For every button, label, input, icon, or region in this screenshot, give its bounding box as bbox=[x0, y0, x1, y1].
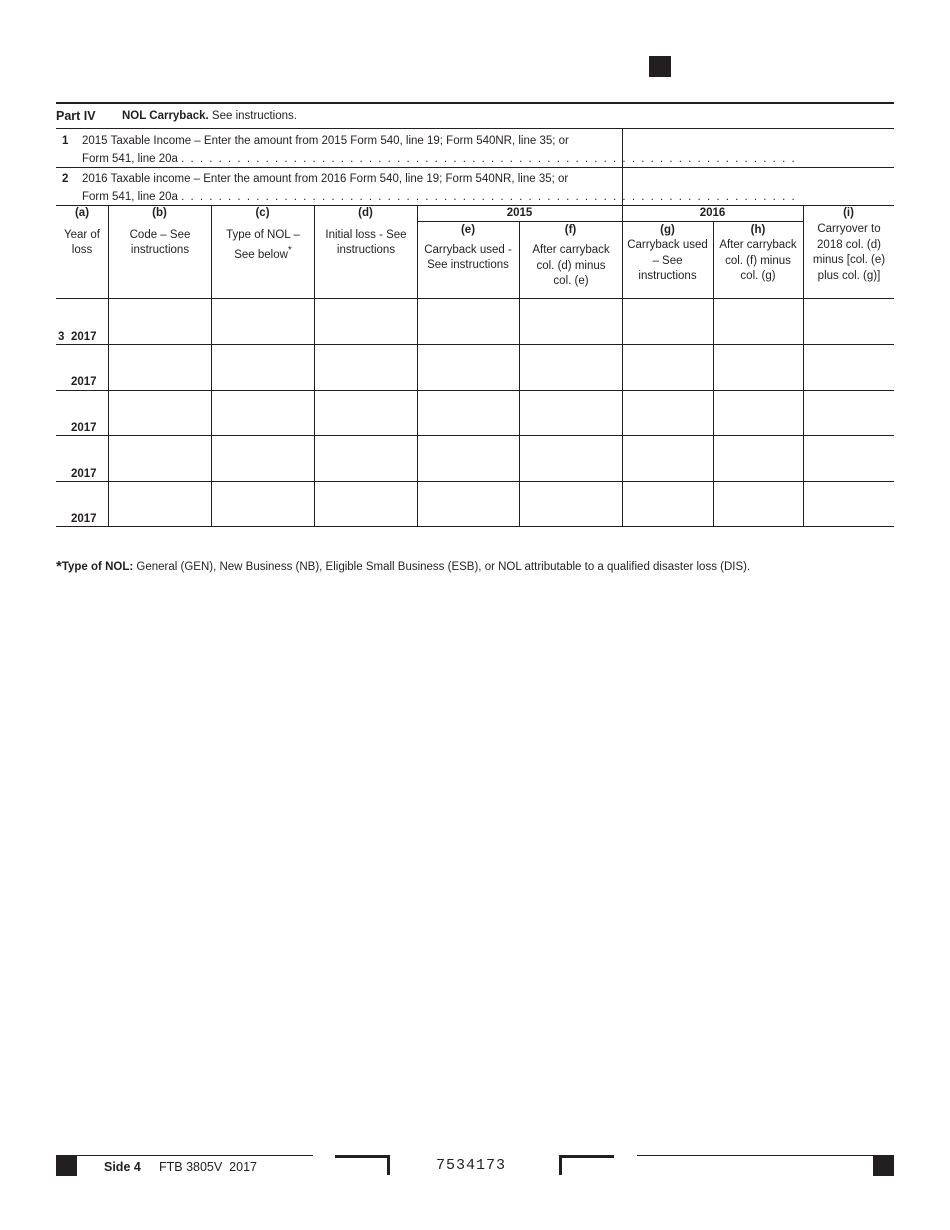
col-a-desc: Year of loss bbox=[63, 229, 101, 256]
registration-mark-bottom-left bbox=[56, 1155, 77, 1176]
col-f-desc: After carryback col. (d) minus col. (e) bbox=[532, 244, 610, 287]
header-bottom-rule bbox=[56, 298, 894, 299]
year-group-rule bbox=[417, 221, 803, 222]
row-rule-5 bbox=[56, 526, 894, 527]
line1-top-rule bbox=[56, 128, 894, 129]
col-divider-hi bbox=[803, 205, 804, 526]
row-4-year: 2017 bbox=[71, 468, 97, 480]
col-c-desc-text: Type of NOL – See below bbox=[226, 229, 300, 261]
part-label: Part IV bbox=[56, 109, 96, 123]
col-g-desc: Carryback used – See instructions bbox=[627, 239, 708, 282]
col-b-desc: Code – See instructions bbox=[129, 229, 191, 256]
col-h-desc: After carryback col. (f) minus col. (g) bbox=[719, 239, 797, 282]
row-2-year: 2017 bbox=[71, 376, 97, 388]
footer-code: 7534173 bbox=[436, 1157, 507, 1174]
footer-form: FTB 3805V 2017 bbox=[159, 1160, 257, 1174]
col-c-asterisk: * bbox=[287, 245, 292, 256]
line2-leader: . . . . . . . . . . . . . . . . . . . . . . . . . . . . . . . . . . . . . . . . . . . . . . . . . . . . . . . . . . . . . . . . . . bbox=[181, 191, 797, 203]
footer-rule-left bbox=[56, 1155, 313, 1156]
line1-number: 1 bbox=[62, 135, 69, 147]
line2-text-2: Form 541, line 20a bbox=[82, 191, 178, 203]
row-rule-3 bbox=[56, 435, 894, 436]
footnote-asterisk: * bbox=[56, 558, 62, 575]
line1-text: 2015 Taxable Income – Enter the amount from 2015 Form 540, line 19; Form 540NR, line 35; or bbox=[82, 135, 569, 147]
row-rule-1 bbox=[56, 344, 894, 345]
registration-mark-top bbox=[649, 56, 671, 77]
col-g-letter: (g) bbox=[660, 224, 675, 236]
corner-mark-right bbox=[559, 1155, 614, 1175]
footer-side: Side 4 bbox=[104, 1160, 141, 1174]
year-group-2015: 2015 bbox=[506, 207, 533, 219]
col-divider-cd bbox=[314, 205, 315, 526]
row-3-year: 2017 bbox=[71, 422, 97, 434]
col-divider-ab bbox=[108, 205, 109, 526]
col-e-letter: (e) bbox=[460, 224, 476, 236]
footnote-label: Type of NOL: bbox=[61, 561, 134, 573]
col-a-letter: (a) bbox=[74, 207, 90, 219]
line1-text-2: Form 541, line 20a bbox=[82, 153, 178, 165]
corner-mark-left bbox=[335, 1155, 390, 1175]
col-d-letter: (d) bbox=[358, 207, 373, 219]
col-i-letter: (i) bbox=[843, 207, 854, 219]
registration-mark-bottom-right bbox=[873, 1155, 894, 1176]
line3-number: 3 bbox=[58, 331, 65, 343]
row-1-year: 2017 bbox=[71, 331, 97, 343]
footnote-text: General (GEN), New Business (NB), Eligible Small Business (ESB), or NOL attributable to a qualified disaster loss (DIS). bbox=[136, 561, 751, 573]
col-c-desc bbox=[222, 228, 304, 263]
col-i-desc: Carryover to 2018 col. (d) minus [col. (e) plus col. (g)] bbox=[812, 223, 886, 282]
col-d-desc: Initial loss - See instructions bbox=[325, 229, 407, 256]
footer-rule-right bbox=[637, 1155, 894, 1156]
row-rule-4 bbox=[56, 481, 894, 482]
col-divider-bc bbox=[211, 205, 212, 526]
line2-number: 2 bbox=[62, 173, 69, 185]
line2-top-rule bbox=[56, 167, 894, 168]
line2-text-cont bbox=[82, 190, 797, 204]
row-rule-2 bbox=[56, 390, 894, 391]
col-h-letter: (h) bbox=[750, 224, 766, 236]
col-b-letter: (b) bbox=[152, 207, 167, 219]
line2-amount-field[interactable] bbox=[624, 169, 893, 204]
year-group-2016: 2016 bbox=[699, 207, 726, 219]
part-title bbox=[122, 109, 297, 123]
part-header-rule bbox=[56, 102, 894, 104]
col-divider-de bbox=[417, 205, 418, 526]
line1-text-cont bbox=[82, 152, 797, 166]
part-title-bold: NOL Carryback. bbox=[122, 110, 209, 122]
part-note: See instructions. bbox=[211, 110, 297, 122]
line2-text: 2016 Taxable income – Enter the amount from 2016 Form 540, line 19; Form 540NR, line 35; or bbox=[82, 173, 569, 185]
line1-leader: . . . . . . . . . . . . . . . . . . . . . . . . . . . . . . . . . . . . . . . . . . . . . . . . . . . . . . . . . . . . . . . . . . bbox=[181, 153, 797, 165]
col-f-letter: (f) bbox=[564, 224, 577, 236]
row-5-year: 2017 bbox=[71, 513, 97, 525]
col-e-desc: Carryback used - See instructions bbox=[424, 244, 512, 271]
footnote bbox=[56, 559, 750, 574]
line1-amount-field[interactable] bbox=[624, 130, 893, 166]
col-c-letter: (c) bbox=[255, 207, 270, 219]
